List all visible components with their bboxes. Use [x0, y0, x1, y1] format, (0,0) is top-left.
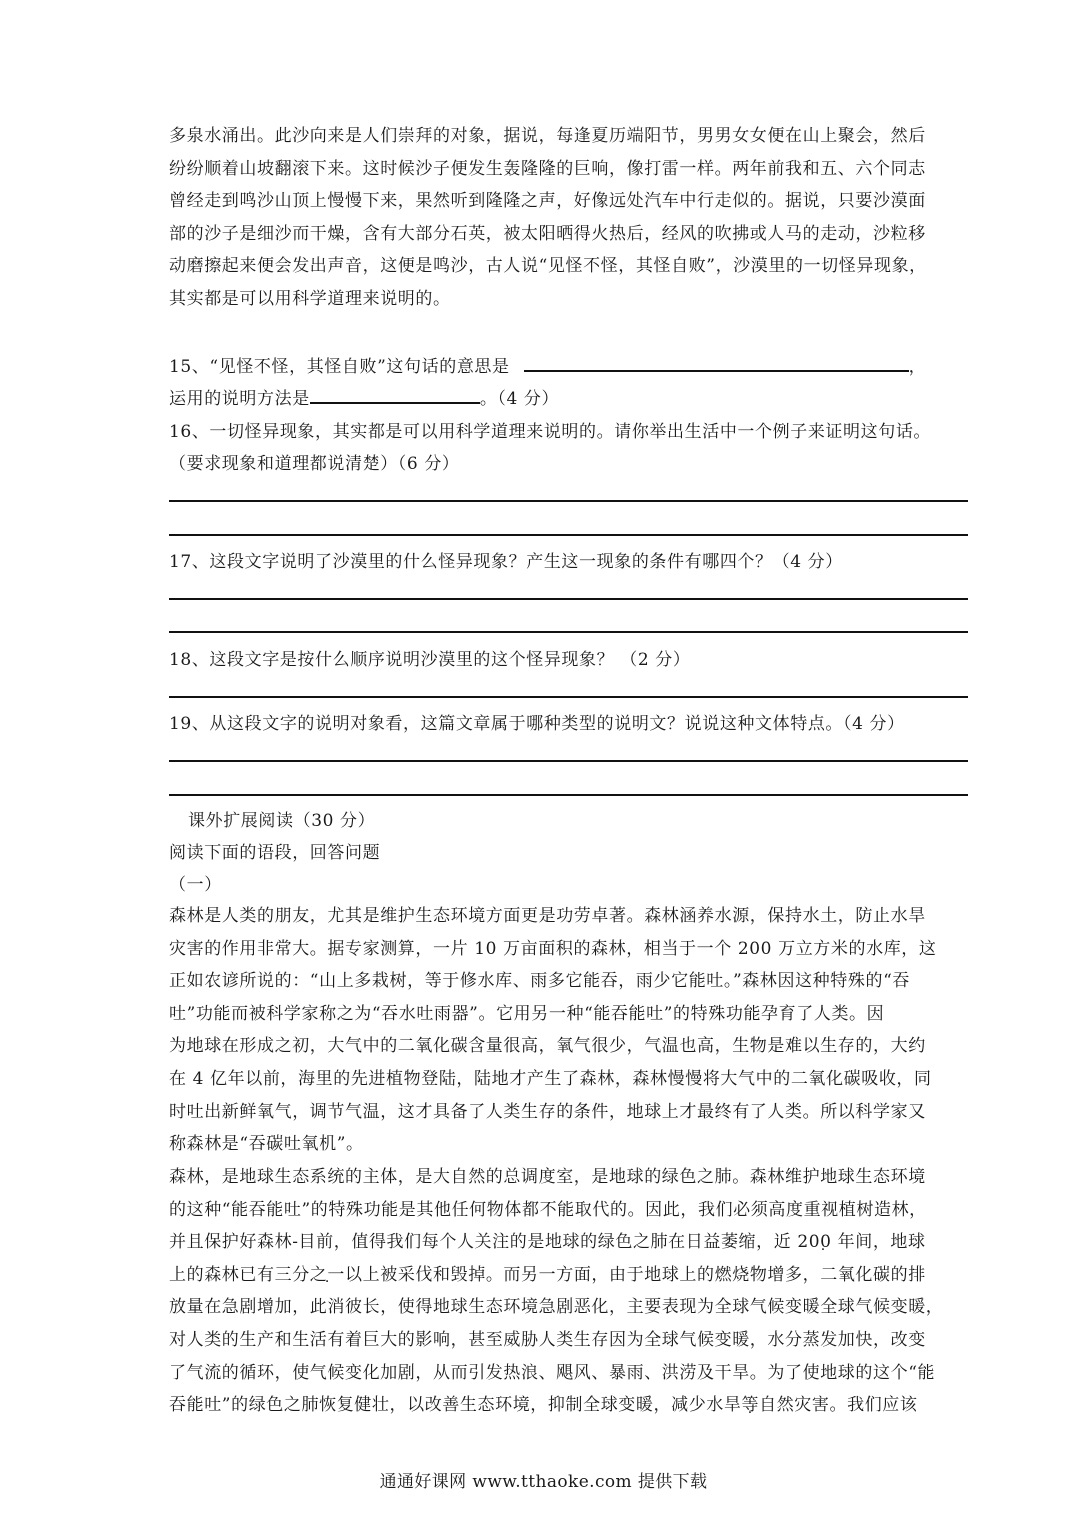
question-15-score: 。（4 分） — [479, 389, 560, 409]
passage-line — [169, 1259, 969, 1292]
question-16-line-1: 16、一切怪异现象，其实都是可以用科学道理来说明的。请你举出生活中一个例子来证明这句话。 — [169, 422, 932, 442]
passage-line: 多泉水涌出。此沙向来是人们崇拜的对象，据说，每逢夏历端阳节，男男女女便在山上聚会，然后 — [169, 126, 926, 146]
answer-blank-15b[interactable] — [310, 384, 480, 404]
passage-line: 动磨擦起来便会发出声音，这便是鸣沙，古人说“见怪不怪，其怪自败”，沙漠里的一切怪异现象， — [169, 256, 927, 277]
forest-paragraph-1 — [169, 900, 969, 1161]
text-span: 吞能吐”的绿色之肺恢复健壮，以改善生态环境，抑制全球变暖， — [169, 1395, 672, 1416]
answer-line[interactable] — [169, 631, 968, 633]
passage-line: 其实都是可以用科学道理来说明的。 — [169, 288, 451, 309]
forest-paragraph-2 — [169, 1161, 969, 1422]
emphasized-text: 减少水旱等自然灾害 . — [671, 1395, 829, 1415]
passage-line: 纷纷顺着山坡翻滚下来。这时候沙子便发生轰隆隆的巨响，像打雷一样。两年前我和五、六个同志 — [169, 158, 926, 179]
passage-line: 正如农谚所说的：“山上多栽树，等于修水库、雨多它能吞，雨少它能吐。”森林因这种特殊的“吞 — [169, 971, 910, 992]
text-span: 并且保护好森林-目前，值得我们每个人关注的是地球的绿色之肺在日益萎缩， — [169, 1232, 774, 1253]
passage-line: 森林，是地球生态系统的主体，是大自然的总调度室，是地球的绿色之肺。森林维护地球生态环境 — [169, 1167, 926, 1187]
passage-line: 的这种“能吞能吐”的特殊功能是其他任何物体都不能取代的。因此，我们必须高度重视植树造林， — [169, 1199, 927, 1220]
passage-line: 部的沙子是细沙而干燥，含有大部分石英，被太阳晒得火热后，经风的吹拂或人马的走动，沙粒移 — [169, 223, 926, 244]
passage-line — [169, 1226, 969, 1259]
answer-line[interactable] — [169, 760, 968, 762]
passage-line: 曾经走到鸣沙山顶上慢慢下来，果然听到隆隆之声，好像远处汽车中行走似的。据说，只要沙漠面 — [169, 191, 926, 212]
passage-line — [169, 1389, 969, 1422]
answer-line[interactable] — [169, 794, 968, 796]
text-span: ，地球 — [872, 1232, 926, 1253]
question-18: 18、这段文字是按什么顺序说明沙漠里的这个怪异现象？ （2 分） — [169, 650, 691, 670]
passage-line: 放量在急剧增加，此消彼长，使得地球生态环境急剧恶化，主要表现为全球气候变暖全球气候变暖， — [169, 1297, 944, 1318]
question-15-method-text: 运用的说明方法是 — [169, 389, 310, 409]
answer-line[interactable] — [169, 534, 968, 536]
passage-line: 对人类的生产和生活有着巨大的影响，甚至威胁人类生存因为全球气候变暖，水分蒸发加快，改变 — [169, 1329, 926, 1350]
question-15-line-1 — [169, 352, 926, 377]
answer-line[interactable] — [169, 500, 968, 502]
question-15-line-2 — [169, 384, 559, 409]
passage-line: 森林是人类的朋友，尤其是维护生态环境方面更是功劳卓著。森林涵养水源，保持水土，防止水旱 — [169, 906, 926, 926]
answer-line[interactable] — [169, 598, 968, 600]
passage-line: 在 4 亿年以前，海里的先进植物登陆，陆地才产生了森林，森林慢慢将大气中的二氧化碳吸收，同 — [169, 1068, 932, 1089]
text-span: 被采伐和毁掉。而另一方面，由于地球上的燃烧物增多，二氧化碳的排 — [380, 1264, 926, 1285]
question-17: 17、这段文字说明了沙漠里的什么怪异现象？产生这一现象的条件有哪四个？（4 分） — [169, 552, 843, 572]
passage-line: 吐”功能而被科学家称之为“吞水吐雨器”。它用另一种“能吞能吐”的特殊功能孕育了人类。因 — [169, 1003, 885, 1024]
section-part: （一） — [169, 875, 222, 895]
question-15-text: 15、“见怪不怪，其怪自败”这句话的意思是 — [169, 357, 510, 377]
passage-line: 称森林是“吞碳吐氧机”。 — [169, 1134, 364, 1155]
page-footer: 通通好课网 www.tthaoke.com 提供下载 — [379, 1472, 708, 1492]
answer-blank-15a[interactable] — [524, 352, 909, 372]
passage-line: 为地球在形成之初，大气中的二氧化碳含量很高，氧气很少，气温也高，生物是难以生存的，大约 — [169, 1036, 926, 1057]
answer-line[interactable] — [169, 696, 968, 698]
passage-line: 了气流的循环，使气候变化加剧，从而引发热浪、飓风、暴雨、洪涝及干旱。为了使地球的这个“能 — [169, 1362, 936, 1383]
emphasized-text: 三分之一以上 . — [275, 1265, 381, 1285]
question-19: 19、从这段文字的说明对象看，这篇文章属于哪种类型的说明文？说说这种文体特点。（4 分） — [169, 714, 905, 734]
question-16-line-2: （要求现象和道理都说清楚）（6 分） — [169, 454, 460, 474]
passage-line: 灾害的作用非常大。据专家测算，一片 10 万亩面积的森林，相当于一个 200 万立方米的水库，这 — [169, 938, 937, 959]
text-span: 。我们应该 — [829, 1395, 918, 1416]
passage-line: 时吐出新鲜氧气，调节气温，这才具备了人类生存的条件，地球上才最终有了人类。所以科学家又 — [169, 1101, 926, 1122]
top-passage — [169, 120, 969, 316]
punctuation: ， — [908, 357, 927, 377]
section-title: 课外扩展阅读（30 分） — [188, 811, 376, 831]
section-instruction: 阅读下面的语段，回答问题 — [169, 843, 381, 863]
text-span: 上的森林已有 — [169, 1264, 275, 1285]
emphasized-text: 近 200 年间 . — [774, 1232, 873, 1252]
